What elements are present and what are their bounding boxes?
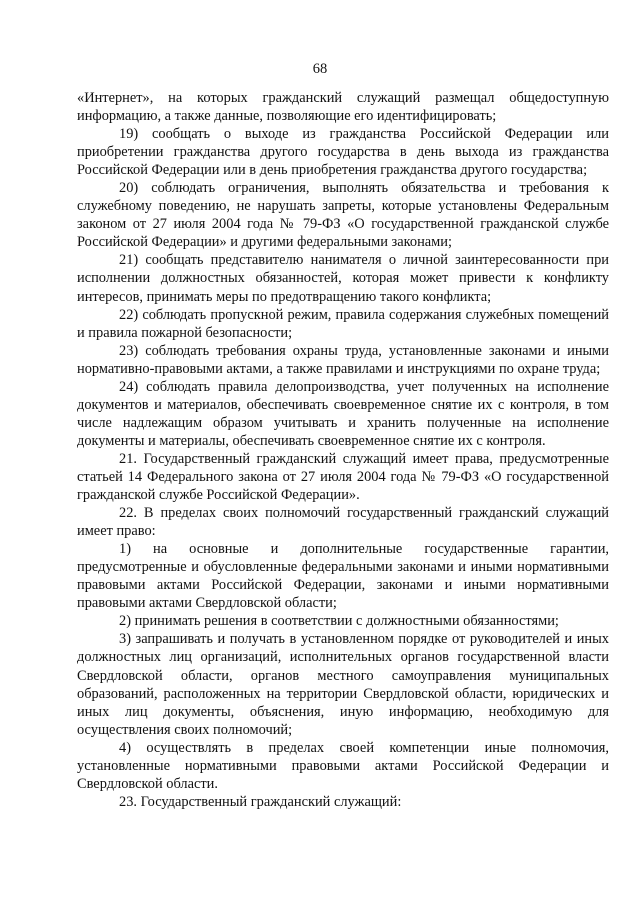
paragraph-duty-19: 19) сообщать о выходе из гражданства Российской Федерации или приобретении гражданства другого государства в день выхода из гражданства Российской Федерации или в день приобретения гражданства другого государства; <box>77 126 609 179</box>
paragraph-section-23: 23. Государственный гражданский служащий: <box>119 793 402 810</box>
paragraph-duty-21: 21) сообщать представителю нанимателя о личной заинтересованности при исполнении должностных обязанностей, которая может привести к конфликту интересов, принимать меры по предотвращению такого конфликта; <box>77 252 609 305</box>
paragraph-duty-20: 20) соблюдать ограничения, выполнять обязательства и требования к служебному поведению, не нарушать запреты, которые установлены Федеральным законом от 27 июля 2004 года № 79-ФЗ «О государственной гражданской службе Российской Федерации» и другими федеральными законами; <box>77 180 609 251</box>
paragraph-right-1: 1) на основные и дополнительные государственные гарантии, предусмотренные и обусловленные федеральными законами и иными нормативными правовыми актами Российской Федерации, законами и иными нормативными правовыми актами Свердловской области; <box>77 541 609 612</box>
paragraph-duty-22: 22) соблюдать пропускной режим, правила содержания служебных помещений и правила пожарной безопасности; <box>77 306 609 341</box>
paragraph-right-3: 3) запрашивать и получать в установленном порядке от руководителей и иных должностных лиц организаций, исполнительных органов государственной власти Свердловской области, органов местного самоуправления муниципальных образований, расположенных на территории Свердловской области, юридических и иных лиц документы, объяснения, иную информацию, необходимую для осуществления своих полномочий; <box>77 631 609 738</box>
paragraph-right-2: 2) принимать решения в соответствии с должностными обязанностями; <box>119 613 559 630</box>
paragraph-duty-23: 23) соблюдать требования охраны труда, установленные законами и иными нормативно-правовыми актами, а также правилами и инструкциями по охране труда; <box>77 342 609 377</box>
page-number: 68 <box>312 61 328 77</box>
paragraph-continuation: «Интернет», на которых гражданский служащий размещал общедоступную информацию, а также данные, позволяющие его идентифицировать; <box>77 90 609 125</box>
paragraph-section-21: 21. Государственный гражданский служащий имеет права, предусмотренные статьей 14 Федерального закона от 27 июля 2004 года № 79-ФЗ «О государственной гражданской службе Российской Федерации». <box>77 450 609 504</box>
document-body <box>77 89 609 811</box>
paragraph-right-4: 4) осуществлять в пределах своей компетенции иные полномочия, установленные нормативными правовыми актами Российской Федерации и Свердловской области. <box>77 739 609 792</box>
paragraph-section-22: 22. В пределах своих полномочий государственный гражданский служащий имеет право: <box>77 505 609 540</box>
paragraph-duty-24: 24) соблюдать правила делопроизводства, учет полученных на исполнение документов и материалов, обеспечивать своевременное снятие их с контроля, в том числе надлежащим образом учитывать и хранить полученные на исполнение документы и материалы, обеспечивать своевременное снятие их с контроля. <box>77 378 609 449</box>
